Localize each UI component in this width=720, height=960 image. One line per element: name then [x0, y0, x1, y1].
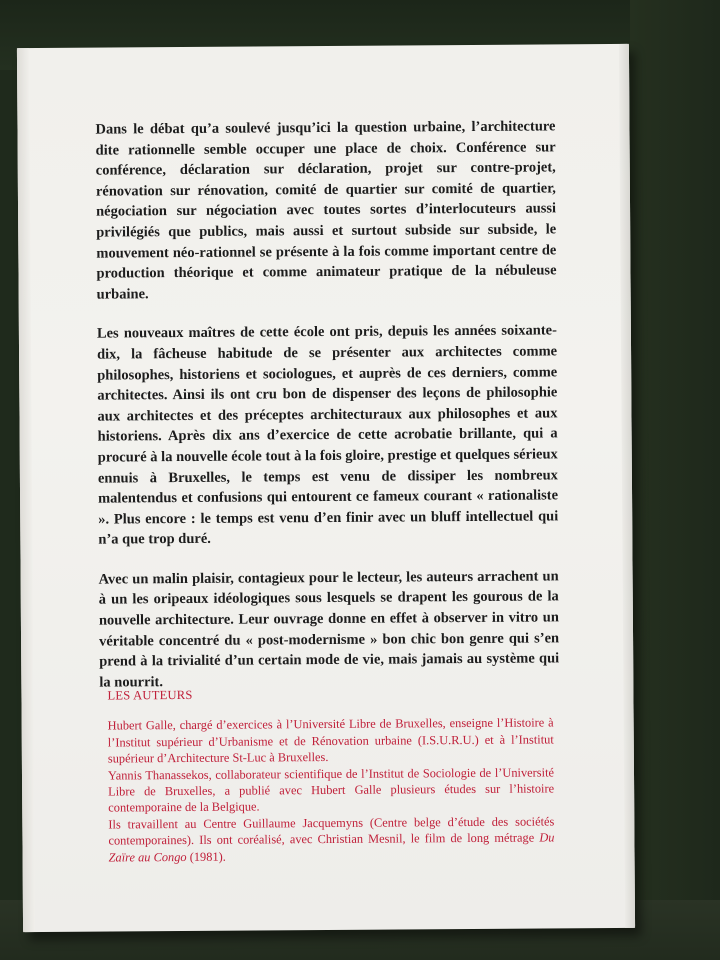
authors-heading: LES AUTEURS [107, 687, 193, 703]
author-bio-galle: Hubert Galle, chargé d’exercices à l’Université Libre de Bruxelles, enseigne l’Histoire à l’Institut supérieur d’Urbanisme et de Rénovation urbaine (I.S.U.R.U.) et à l’Institut supérieur d’Architecture St-Luc à Bruxelles. [107, 715, 554, 766]
cover-blurb [95, 116, 559, 712]
film-year: (1981). [189, 849, 226, 864]
blurb-paragraph-2: Les nouveaux maîtres de cette école ont pris, depuis les années soixante-dix, la fâcheuse habitude de se présenter aux architectes comme philosophes, historiens et sociologues, et auprès de ces derniers, comme architectes. Ainsi ils ont cru bon de dispenser des leçons de philosophie aux architectes et des préceptes architecturaux aux philosophes et aux historiens. Après dix ans d’exercice de cette acrobatie brillante, qui a procuré à la nouvelle école tout à la fois gloire, prestige et quelques sérieux ennuis à Bruxelles, le temps est venu de dissiper les nombreux malentendus et confusions qui entourent ce fameux courant « rationaliste ». Plus encore : le temps est venu d’en finir avec un bluff intellectuel qui n’a que trop duré. [96, 322, 559, 548]
authors-section [107, 684, 554, 865]
blurb-paragraph-3: Avec un malin plaisir, contagieux pour le lecteur, les auteurs arrachent un à un les oripeaux idéologiques sous lesquels se drapent les gourous de la nouvelle architecture. Leur ouvrage donne en effet à observer in vitro un véritable concentré du « post-modernisme » bon chic bon genre qui s’en prend à la trivialité d’un certain mode de vie, mais jamais au système qui la nourrit. [98, 568, 560, 691]
film-title: Du Zaïre au Congo [108, 830, 555, 865]
blurb-paragraph-1: Dans le débat qu’a soulevé jusqu’ici la question urbaine, l’architecture dite rationnelle semble occuper une place de choix. Conférence sur conférence, déclaration sur déclaration, projet sur contre-projet, rénovation sur rénovation, comité de quartier sur comité de quartier, négociation sur négociation avec toutes sortes d’interlocuteurs aussi privilégiés que publics, mais aussi et surtout subside sur subside, le mouvement néo-rationnel se présente à la fois comme important centre de production théorique et comme animateur pratique de la nébuleuse urbaine. [95, 118, 557, 303]
background-right [630, 0, 720, 960]
authors-joint-text: Ils travaillent au Centre Guillaume Jacquemyns (Centre belge d’étude des sociétés contemporaines). Ils ont coréalisé, avec Christian Mesnil, le film de long métrage [108, 814, 555, 848]
author-bio-thanassekos: Yannis Thanassekos, collaborateur scientifique de l’Institut de Sociologie de l’Université Libre de Bruxelles, a publié avec Hubert Galle plusieurs études sur l’histoire contemporaine de la Belgique. [107, 765, 555, 815]
book-spine-edge [17, 48, 35, 932]
book-back-cover [17, 44, 635, 932]
authors-joint-bio [108, 813, 554, 865]
